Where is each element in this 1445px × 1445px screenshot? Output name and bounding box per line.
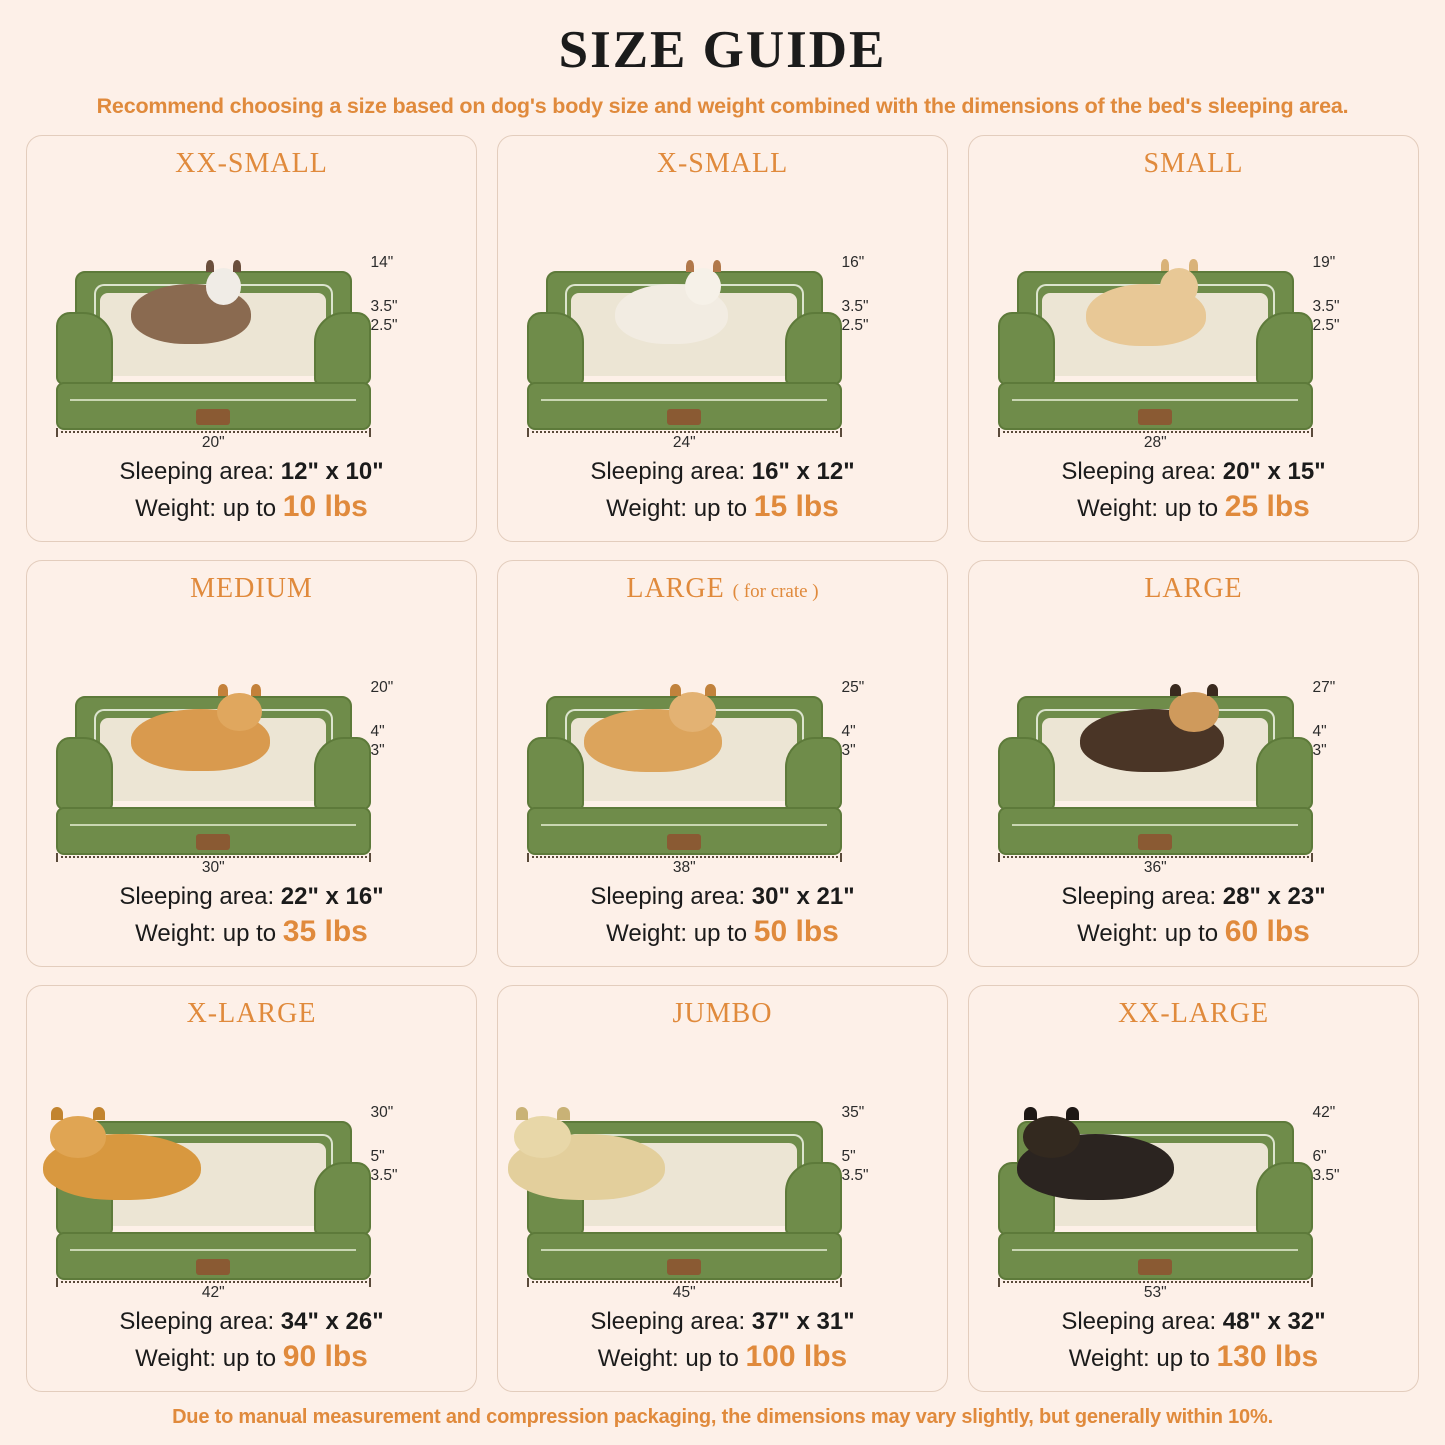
sleeping-area-line (510, 1306, 935, 1338)
bed-bolster-left (56, 312, 113, 385)
brand-tag (1138, 834, 1172, 850)
pet-photo-cat (131, 284, 251, 344)
weight-label: Weight: (135, 495, 217, 523)
size-card (26, 135, 477, 542)
pet-ear-right (1207, 684, 1218, 697)
weight-line (39, 1337, 464, 1377)
sleeping-area-value: 22" x 16" (280, 882, 384, 910)
weight-line (981, 1337, 1406, 1377)
pet-head (1160, 268, 1198, 306)
vertical-dimensions (1313, 253, 1407, 335)
weight-label: Weight: (1077, 920, 1159, 948)
weight-label: Weight: (1077, 495, 1159, 523)
size-card (968, 985, 1419, 1392)
size-card-title (673, 998, 773, 1030)
size-card (497, 135, 948, 542)
dim-width: 38" (672, 858, 696, 876)
pet-ear-left (1024, 1107, 1036, 1120)
pet-ear-right (713, 260, 721, 272)
weight-label: Weight: (606, 495, 688, 523)
weight-upto: up to (222, 1345, 277, 1373)
weight-line (510, 912, 935, 952)
size-card-title (1144, 573, 1242, 605)
dim-bolster-height: 4" (841, 722, 856, 740)
sleeping-area-value: 30" x 21" (751, 882, 855, 910)
bed-illustration (510, 607, 935, 881)
bed-bolster-right (314, 737, 371, 810)
size-card (497, 560, 948, 967)
size-name: LARGE (626, 573, 725, 604)
pet-photo-rottweiler (1017, 1134, 1174, 1201)
weight-upto: up to (1156, 1345, 1210, 1373)
bed-bolster-left (527, 737, 584, 810)
bed-illustration (39, 1032, 464, 1306)
sleeping-area-label: Sleeping area: (119, 1307, 275, 1335)
dim-width: 30" (201, 858, 225, 876)
dog-bed-graphic (56, 1121, 371, 1280)
bed-illustration (981, 182, 1406, 456)
pet-photo-golden-retriever (43, 1134, 200, 1201)
pet-ear-left (218, 684, 228, 696)
dim-depth: 27" (1312, 679, 1336, 697)
pet-ear-right (93, 1107, 105, 1120)
sleeping-area-value: 37" x 31" (751, 1307, 855, 1335)
dim-width: 24" (672, 433, 696, 451)
dim-width: 20" (201, 433, 225, 451)
sleeping-area-line (39, 1306, 464, 1338)
weight-value: 25 lbs (1224, 490, 1310, 524)
weight-line (39, 487, 464, 527)
dim-line (527, 856, 842, 858)
vertical-dimensions (842, 1103, 936, 1185)
footer-note: Due to manual measurement and compression packaging, the dimensions may vary slightly, but generally within 10%. (172, 1406, 1273, 1428)
bed-illustration (510, 1032, 935, 1306)
dim-width: 28" (1143, 433, 1167, 451)
dim-line (527, 431, 842, 433)
size-name: XX-LARGE (1117, 998, 1270, 1029)
bed-base (527, 1232, 842, 1280)
sleeping-area-line (510, 456, 935, 488)
weight-upto: up to (693, 495, 748, 523)
horizontal-dimension (998, 856, 1313, 877)
weight-line (510, 487, 935, 527)
weight-line (981, 912, 1406, 952)
dim-depth: 42" (1312, 1104, 1336, 1122)
bed-base (56, 807, 371, 855)
pet-head (669, 692, 716, 731)
size-card-title (175, 148, 328, 180)
size-card (26, 985, 477, 1392)
pet-ear-left (1161, 259, 1169, 271)
weight-line (39, 912, 464, 952)
brand-tag (667, 409, 701, 425)
pet-ear-right (1066, 1107, 1078, 1120)
bed-base (527, 807, 842, 855)
vertical-dimensions (842, 253, 936, 335)
weight-label: Weight: (606, 920, 688, 948)
sleeping-area-label: Sleeping area: (119, 882, 275, 910)
size-specs (981, 1306, 1406, 1381)
sleeping-area-value: 20" x 15" (1222, 457, 1326, 485)
pet-photo-french-bulldog (1086, 284, 1206, 346)
brand-tag (1138, 1259, 1172, 1275)
dim-bolster-height: 3.5" (841, 297, 869, 315)
sleeping-area-line (981, 881, 1406, 913)
pet-photo-corgi (131, 709, 269, 771)
brand-tag (667, 834, 701, 850)
dog-bed-graphic (998, 271, 1313, 430)
dim-bolster-height: 4" (1312, 722, 1327, 740)
bed-bolster-left (56, 737, 113, 810)
dog-bed-graphic (998, 1121, 1313, 1280)
weight-value: 10 lbs (282, 490, 368, 524)
bed-base (998, 807, 1313, 855)
sleeping-area-line (39, 881, 464, 913)
dim-line (998, 1281, 1313, 1283)
dim-line (56, 1281, 371, 1283)
dim-line (56, 856, 371, 858)
size-card-title (626, 573, 818, 605)
weight-upto: up to (693, 920, 748, 948)
dim-depth: 14" (370, 254, 394, 272)
bed-bolster-left (527, 312, 584, 385)
size-card-title (190, 573, 313, 605)
dim-depth: 20" (370, 679, 394, 697)
weight-label: Weight: (135, 920, 217, 948)
weight-upto: up to (1164, 495, 1219, 523)
dim-depth: 25" (841, 679, 865, 697)
bed-bolster-right (314, 312, 371, 385)
sleeping-area-label: Sleeping area: (1061, 882, 1217, 910)
size-name: XX-SMALL (175, 148, 328, 179)
weight-upto: up to (685, 1345, 739, 1373)
size-card (968, 560, 1419, 967)
size-card (968, 135, 1419, 542)
sleeping-area-value: 48" x 32" (1222, 1307, 1326, 1335)
bed-bolster-right (1256, 312, 1313, 385)
dim-bolster-height: 5" (841, 1147, 856, 1165)
size-specs (510, 1306, 935, 1381)
pet-ear-right (1189, 259, 1197, 271)
brand-tag (196, 1259, 230, 1275)
size-card-grid (26, 135, 1419, 1392)
pet-head (685, 268, 721, 305)
horizontal-dimension (527, 431, 842, 452)
sleeping-area-label: Sleeping area: (1061, 1307, 1217, 1335)
vertical-dimensions (371, 1103, 465, 1185)
dim-depth: 30" (370, 1104, 394, 1122)
bed-base (56, 1232, 371, 1280)
size-specs (39, 881, 464, 956)
pet-head (217, 693, 261, 731)
weight-label: Weight: (597, 1345, 679, 1373)
bed-bolster-left (998, 312, 1055, 385)
bed-bolster-right (785, 737, 842, 810)
page-title: SIZE GUIDE (558, 21, 887, 79)
dim-line (56, 431, 371, 433)
horizontal-dimension (527, 856, 842, 877)
sleeping-area-label: Sleeping area: (590, 1307, 746, 1335)
weight-value: 35 lbs (282, 915, 368, 949)
sleeping-area-label: Sleeping area: (1061, 457, 1217, 485)
size-card (26, 560, 477, 967)
vertical-dimensions (371, 253, 465, 335)
pet-ear-left (686, 260, 694, 272)
weight-value: 100 lbs (745, 1340, 848, 1374)
vertical-dimensions (1313, 678, 1407, 760)
size-name: LARGE (1144, 573, 1243, 604)
pet-ear-right (233, 260, 241, 272)
bed-illustration (39, 182, 464, 456)
bed-base (998, 382, 1313, 430)
pet-head (1169, 692, 1218, 731)
dim-width: 53" (1143, 1283, 1167, 1301)
brand-tag (667, 1259, 701, 1275)
dim-base-height: 2.5" (370, 316, 398, 334)
dim-depth: 16" (841, 254, 865, 272)
dog-bed-graphic (527, 271, 842, 430)
size-card-title (187, 998, 317, 1030)
vertical-dimensions (842, 678, 936, 760)
pet-ear-right (705, 684, 715, 697)
size-specs (981, 881, 1406, 956)
bed-base (56, 382, 371, 430)
weight-upto: up to (1164, 920, 1219, 948)
dog-bed-graphic (56, 696, 371, 855)
sleeping-area-line (981, 1306, 1406, 1338)
bed-base (998, 1232, 1313, 1280)
dim-bolster-height: 3.5" (370, 297, 398, 315)
size-name: SMALL (1143, 148, 1244, 179)
size-card-title (1118, 998, 1269, 1030)
sleeping-area-value: 34" x 26" (280, 1307, 384, 1335)
dim-base-height: 3" (1312, 741, 1327, 759)
dog-bed-graphic (527, 1121, 842, 1280)
dim-width: 42" (201, 1283, 225, 1301)
pet-ear-left (1170, 684, 1181, 697)
brand-tag (196, 409, 230, 425)
pet-ear-left (206, 260, 214, 272)
pet-head (514, 1116, 571, 1157)
size-specs (510, 456, 935, 531)
brand-tag (1138, 409, 1172, 425)
dim-base-height: 3" (841, 741, 856, 759)
weight-line (510, 1337, 935, 1377)
pet-ear-left (516, 1107, 528, 1120)
dim-base-height: 3.5" (370, 1166, 398, 1184)
sleeping-area-value: 28" x 23" (1222, 882, 1326, 910)
bed-bolster-right (314, 1162, 371, 1235)
bed-bolster-right (785, 312, 842, 385)
dim-bolster-height: 4" (370, 722, 385, 740)
pet-photo-shih-tzu (615, 284, 728, 344)
dog-bed-graphic (56, 271, 371, 430)
sleeping-area-line (39, 456, 464, 488)
pet-ear-right (557, 1107, 569, 1120)
dim-base-height: 3.5" (1312, 1166, 1340, 1184)
sleeping-area-value: 16" x 12" (751, 457, 855, 485)
horizontal-dimension (998, 431, 1313, 452)
bed-bolster-right (785, 1162, 842, 1235)
size-card-title (1144, 148, 1244, 180)
pet-photo-shiba-inu (584, 709, 722, 773)
horizontal-dimension (527, 1281, 842, 1302)
dim-bolster-height: 5" (370, 1147, 385, 1165)
size-specs (510, 881, 935, 956)
page-subtitle: Recommend choosing a size based on dog's body size and weight combined with the dimensions of the bed's sleeping area. (96, 94, 1349, 118)
weight-value: 90 lbs (282, 1340, 368, 1374)
size-name: X-SMALL (656, 148, 789, 179)
pet-photo-border-collie (1080, 709, 1225, 773)
weight-value: 60 lbs (1224, 915, 1310, 949)
dim-width: 36" (1143, 858, 1167, 876)
bed-illustration (981, 607, 1406, 881)
sleeping-area-label: Sleeping area: (590, 882, 746, 910)
size-specs (39, 456, 464, 531)
vertical-dimensions (371, 678, 465, 760)
size-card (497, 985, 948, 1392)
pet-ear-right (251, 684, 261, 696)
weight-value: 130 lbs (1216, 1340, 1319, 1374)
bed-bolster-left (998, 737, 1055, 810)
dim-base-height: 2.5" (841, 316, 869, 334)
bed-bolster-right (1256, 737, 1313, 810)
pet-head (1023, 1116, 1080, 1157)
pet-head (50, 1116, 107, 1157)
dim-base-height: 2.5" (1312, 316, 1340, 334)
pet-head (206, 268, 242, 305)
bed-illustration (39, 607, 464, 881)
weight-upto: up to (222, 920, 277, 948)
vertical-dimensions (1313, 1103, 1407, 1185)
weight-value: 50 lbs (753, 915, 839, 949)
weight-label: Weight: (1068, 1345, 1150, 1373)
dim-line (527, 1281, 842, 1283)
dog-bed-graphic (527, 696, 842, 855)
weight-label: Weight: (135, 1345, 217, 1373)
horizontal-dimension (56, 856, 371, 877)
bed-bolster-right (1256, 1162, 1313, 1235)
dim-base-height: 3.5" (841, 1166, 869, 1184)
dim-bolster-height: 6" (1312, 1147, 1327, 1165)
dim-bolster-height: 3.5" (1312, 297, 1340, 315)
sleeping-area-line (510, 881, 935, 913)
size-specs (39, 1306, 464, 1381)
horizontal-dimension (56, 431, 371, 452)
bed-illustration (981, 1032, 1406, 1306)
sleeping-area-label: Sleeping area: (119, 457, 275, 485)
weight-value: 15 lbs (753, 490, 839, 524)
dim-width: 45" (672, 1283, 696, 1301)
horizontal-dimension (56, 1281, 371, 1302)
weight-line (981, 487, 1406, 527)
bed-illustration (510, 182, 935, 456)
dim-depth: 35" (841, 1104, 865, 1122)
size-name: X-LARGE (186, 998, 317, 1029)
pet-photo-labrador (508, 1134, 665, 1201)
sleeping-area-line (981, 456, 1406, 488)
size-card-title (657, 148, 788, 180)
size-specs (981, 456, 1406, 531)
dim-base-height: 3" (370, 741, 385, 759)
sleeping-area-label: Sleeping area: (590, 457, 746, 485)
size-name: MEDIUM (190, 573, 313, 604)
size-note: ( for crate ) (732, 581, 819, 602)
sleeping-area-value: 12" x 10" (280, 457, 384, 485)
dim-depth: 19" (1312, 254, 1336, 272)
weight-upto: up to (222, 495, 277, 523)
dog-bed-graphic (998, 696, 1313, 855)
pet-ear-left (51, 1107, 63, 1120)
brand-tag (196, 834, 230, 850)
bed-base (527, 382, 842, 430)
pet-ear-left (670, 684, 680, 697)
dim-line (998, 856, 1313, 858)
horizontal-dimension (998, 1281, 1313, 1302)
dim-line (998, 431, 1313, 433)
size-name: JUMBO (672, 998, 773, 1029)
